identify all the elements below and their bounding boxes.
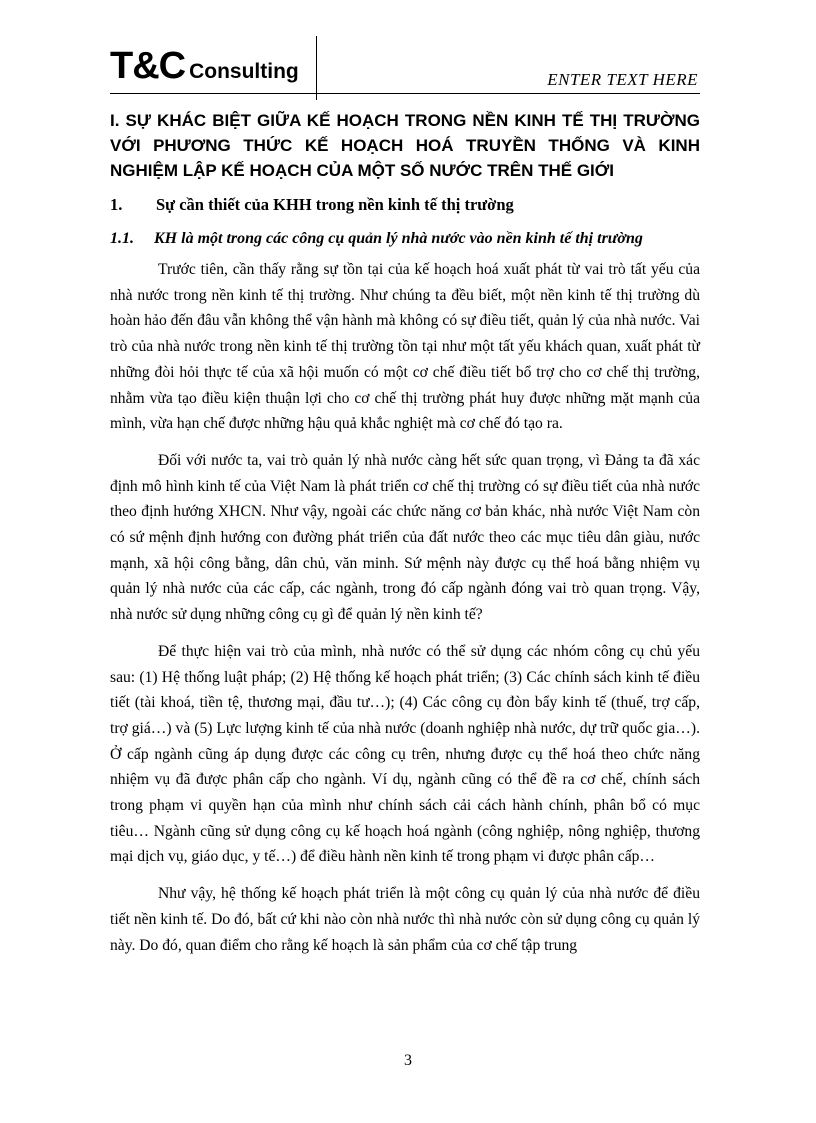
paragraph-3: Để thực hiện vai trò của mình, nhà nước có thể sử dụng các nhóm công cụ chủ yếu sau: (1) Hệ thống luật pháp; (2) Hệ thống kế hoạch phát triển; (3) Các chính sách kinh tế điều tiết (tài khoá, tiền tệ, thương mại, đầu tư…); (4) Các công cụ đòn bẩy kinh tế (thuế, trợ cấp, trợ giá…) và (5) Lực lượng kinh tế của nhà nước (doanh nghiệp nhà nước, dự trữ quốc gia…). Ở cấp ngành cũng áp dụng được các công cụ trên, nhưng được cụ thể hoá theo chức năng nhiệm vụ đã được phân cấp cho ngành. Ví dụ, ngành cũng có thể đề ra cơ chế, chính sách trong phạm vi quyền hạn của mình như chính sách cải cách hành chính, phân bổ có mục tiêu… Ngành cũng sử dụng công cụ kế hoạch hoá ngành (công nghiệp, nông nghiệp, thương mại dịch vụ, giáo dục, y tế…) để điều hành nền kinh tế trong phạm vi được phân cấp… xyxy=(110,642,700,866)
subsubsection-heading xyxy=(110,227,700,251)
section-heading: I. SỰ KHÁC BIỆT GIỮA KẾ HOẠCH TRONG NỀN KINH TẾ THỊ TRƯỜNG VỚI PHƯƠNG THỨC KẾ HOẠCH HOÁ TRUYỀN THỐNG VÀ KINH NGHIỆM LẬP KẾ HOẠCH CỦA MỘT SỐ NƯỚC TRÊN THẾ GIỚI xyxy=(110,111,700,180)
subsection-number: 1. xyxy=(110,195,123,214)
header-right-text: ENTER TEXT HERE xyxy=(547,70,698,89)
logo-main-text: T&C xyxy=(110,45,186,87)
page-header xyxy=(0,0,816,110)
header-vertical-rule xyxy=(316,36,317,100)
company-logo xyxy=(110,45,299,88)
page-number: 3 xyxy=(404,1052,412,1069)
document-body xyxy=(110,108,700,969)
subsection-title: Sự cần thiết của KHH trong nền kinh tế thị trường xyxy=(156,195,514,214)
paragraph-1: Trước tiên, cần thấy rằng sự tồn tại của kế hoạch hoá xuất phát từ vai trò tất yếu của nhà nước trong nền kinh tế thị trường. Như chúng ta đều biết, một nền kinh tế thị trường dù hoàn hảo đến đâu vẫn không thể vận hành mà không có sự điều tiết, quản lý của nhà nước. Vai trò của nhà nước trong nền kinh tế thị trường tồn tại như một tất yếu khách quan, xuất phát từ những đòi hỏi thực tế của xã hội muốn có một cơ chế điều tiết bổ trợ cho cơ chế thị trường, nhằm vừa tạo điều kiện thuận lợi cho cơ chế thị trường phát huy được những mặt mạnh của mình, vừa hạn chế được những hậu quả khắc nghiệt mà cơ chế đó tạo ra. xyxy=(110,261,700,433)
subsubsection-title: KH là một trong các công cụ quản lý nhà nước vào nền kinh tế thị trường xyxy=(154,230,643,247)
subsection-heading xyxy=(110,193,700,217)
paragraph-4: Như vậy, hệ thống kế hoạch phát triển là một công cụ quản lý của nhà nước để điều tiết nền kinh tế. Do đó, bất cứ khi nào còn nhà nước thì nhà nước còn sử dụng công cụ quản lý này. Do đó, quan điểm cho rằng kế hoạch là sản phẩm của cơ chế tập trung xyxy=(110,885,700,954)
paragraph-2: Đối với nước ta, vai trò quản lý nhà nước càng hết sức quan trọng, vì Đảng ta đã xác định mô hình kinh tế của Việt Nam là phát triển cơ chế thị trường có sự điều tiết của nhà nước theo định hướng XHCN. Như vậy, ngoài các chức năng cơ bản khác, nhà nước Việt Nam còn có sứ mệnh định hướng con đường phát triển của đất nước theo các mục tiêu dân giàu, nước mạnh, xã hội công bằng, dân chủ, văn minh. Sứ mệnh này được cụ thể hoá bằng nhiệm vụ quản lý nhà nước của các cấp, các ngành, trong đó cấp ngành đóng vai trò quan trọng. Vậy, nhà nước sử dụng những công cụ gì để quản lý nền kinh tế? xyxy=(110,451,700,624)
subsubsection-number: 1.1. xyxy=(110,230,134,247)
logo-sub-text: Consulting xyxy=(189,60,299,83)
header-horizontal-rule xyxy=(110,93,700,94)
